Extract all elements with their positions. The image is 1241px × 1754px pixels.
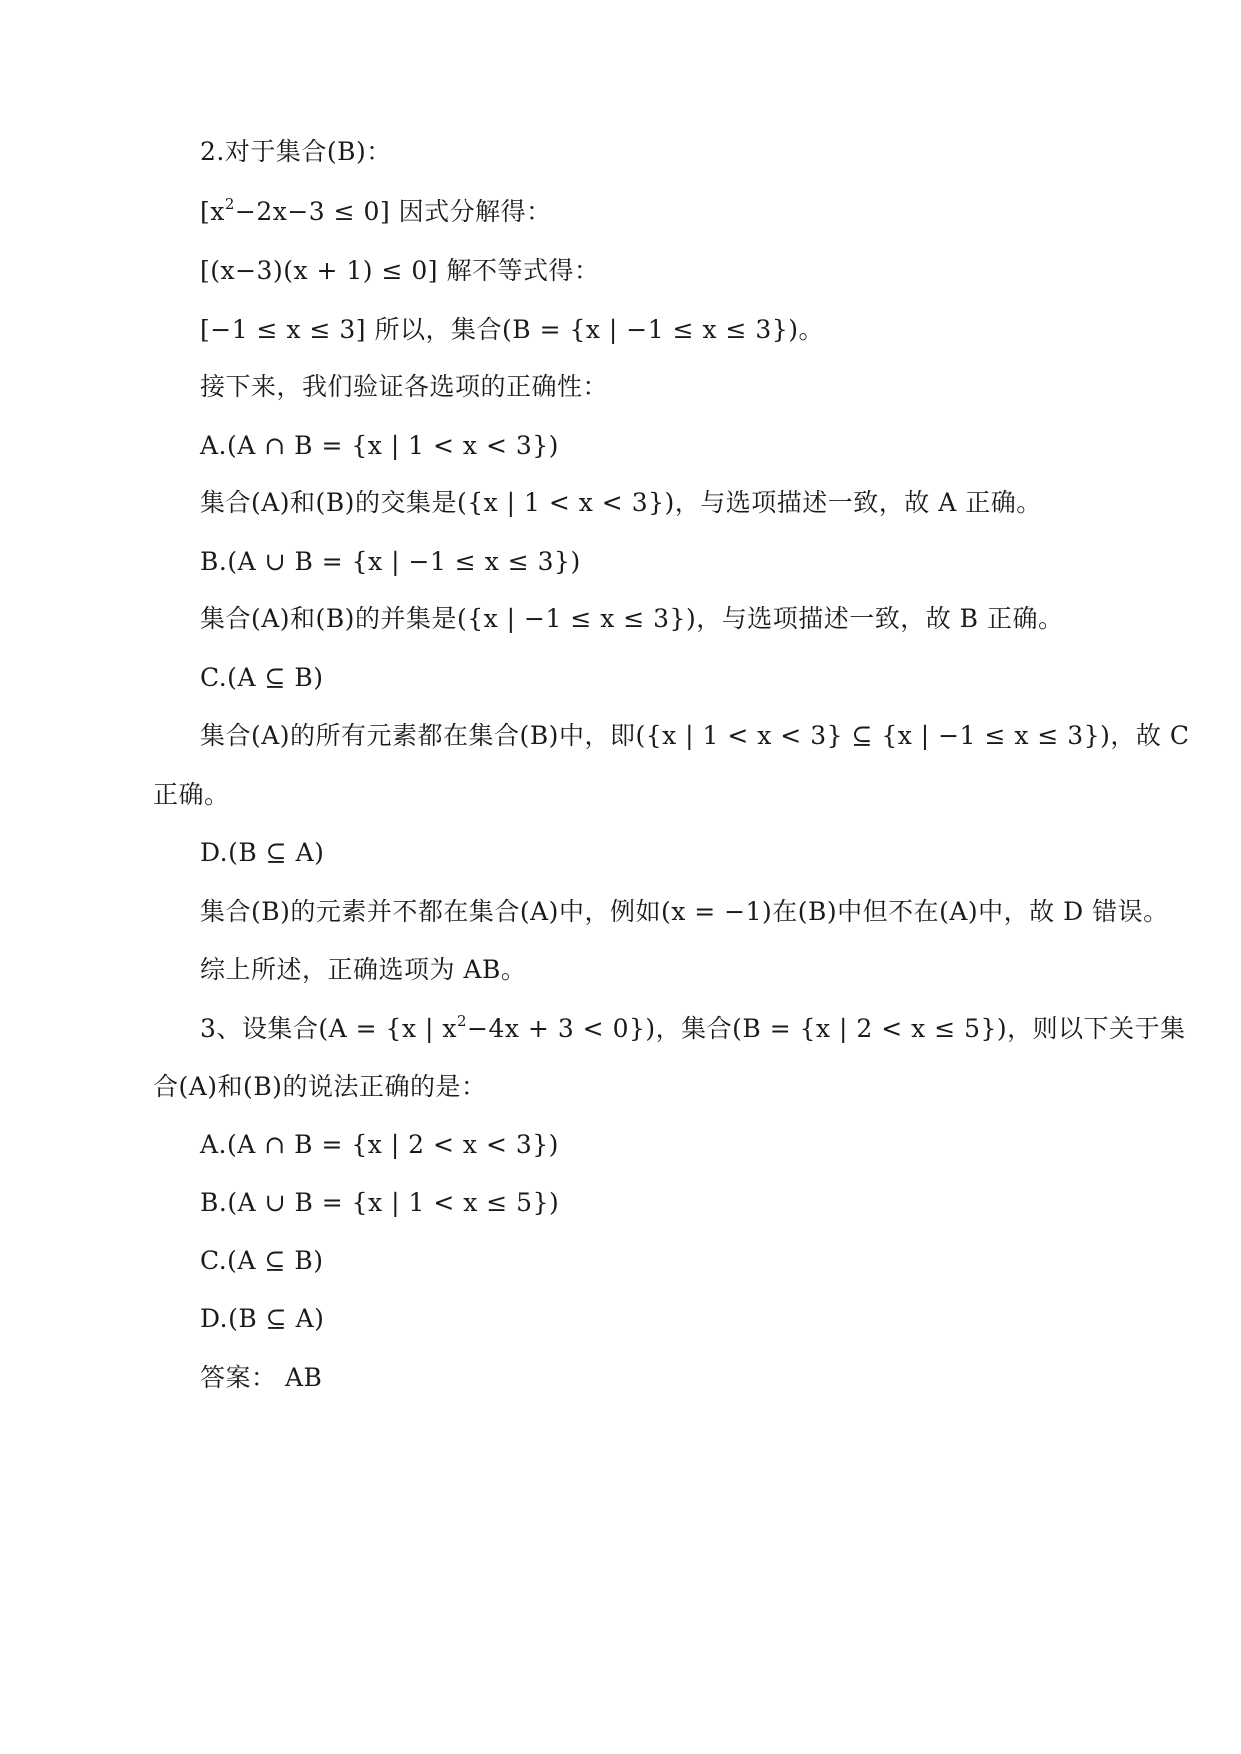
option-b-explanation: 集合(A)和(B)的并集是({x | −1 ≤ x ≤ 3})，与选项描述一致，故 B 正确。	[200, 604, 1064, 633]
option-c-explanation-cont: 正确。	[153, 780, 230, 809]
option-d-line: D.(B ⊆ A)	[200, 838, 325, 867]
question-3-line	[200, 1012, 1186, 1046]
inequality-solve-line: [(x−3)(x + 1) ≤ 0] 解不等式得：	[200, 256, 600, 285]
option-a-explanation: 集合(A)和(B)的交集是({x | 1 < x < 3})，与选项描述一致，故 A 正确。	[200, 488, 1042, 517]
question-3-suffix: −4x + 3 < 0})，集合(B = {x | 2 < x ≤ 5})，则以下关于集	[467, 1014, 1186, 1043]
option-d-explanation: 集合(B)的元素并不都在集合(A)中，例如(x = −1)在(B)中但不在(A)中，故 D 错误。	[200, 897, 1169, 926]
option-a-line: A.(A ∩ B = {x | 1 < x < 3})	[200, 431, 559, 460]
verify-intro-line: 接下来，我们验证各选项的正确性：	[200, 372, 609, 401]
option-b-line: B.(A ∪ B = {x | −1 ≤ x ≤ 3})	[200, 547, 581, 576]
exponent: 2	[456, 1011, 468, 1030]
summary-line: 综上所述，正确选项为 AB。	[200, 955, 527, 984]
set-b-result-line: [−1 ≤ x ≤ 3] 所以，集合(B = {x | −1 ≤ x ≤ 3})。	[200, 315, 824, 344]
exponent: 2	[224, 194, 235, 213]
item-2-heading: 2.对于集合(B)：	[200, 137, 392, 166]
q3-option-b: B.(A ∪ B = {x | 1 < x ≤ 5})	[200, 1188, 560, 1217]
option-c-line: C.(A ⊆ B)	[200, 663, 324, 692]
q3-option-c: C.(A ⊆ B)	[200, 1246, 324, 1275]
formula-suffix: −2x−3 ≤ 0] 因式分解得：	[234, 197, 552, 226]
option-c-explanation: 集合(A)的所有元素都在集合(B)中，即({x | 1 < x < 3} ⊆ {x | −1 ≤ x ≤ 3})，故 C	[200, 721, 1190, 750]
q3-option-a: A.(A ∩ B = {x | 2 < x < 3})	[200, 1130, 559, 1159]
formula-prefix: [x	[200, 197, 225, 226]
question-3-prefix: 3、设集合(A = {x | x	[200, 1014, 457, 1043]
question-3-line-cont: 合(A)和(B)的说法正确的是：	[153, 1072, 487, 1101]
answer-line: 答案： AB	[200, 1363, 323, 1392]
factorization-line	[200, 195, 552, 229]
q3-option-d: D.(B ⊆ A)	[200, 1304, 325, 1333]
